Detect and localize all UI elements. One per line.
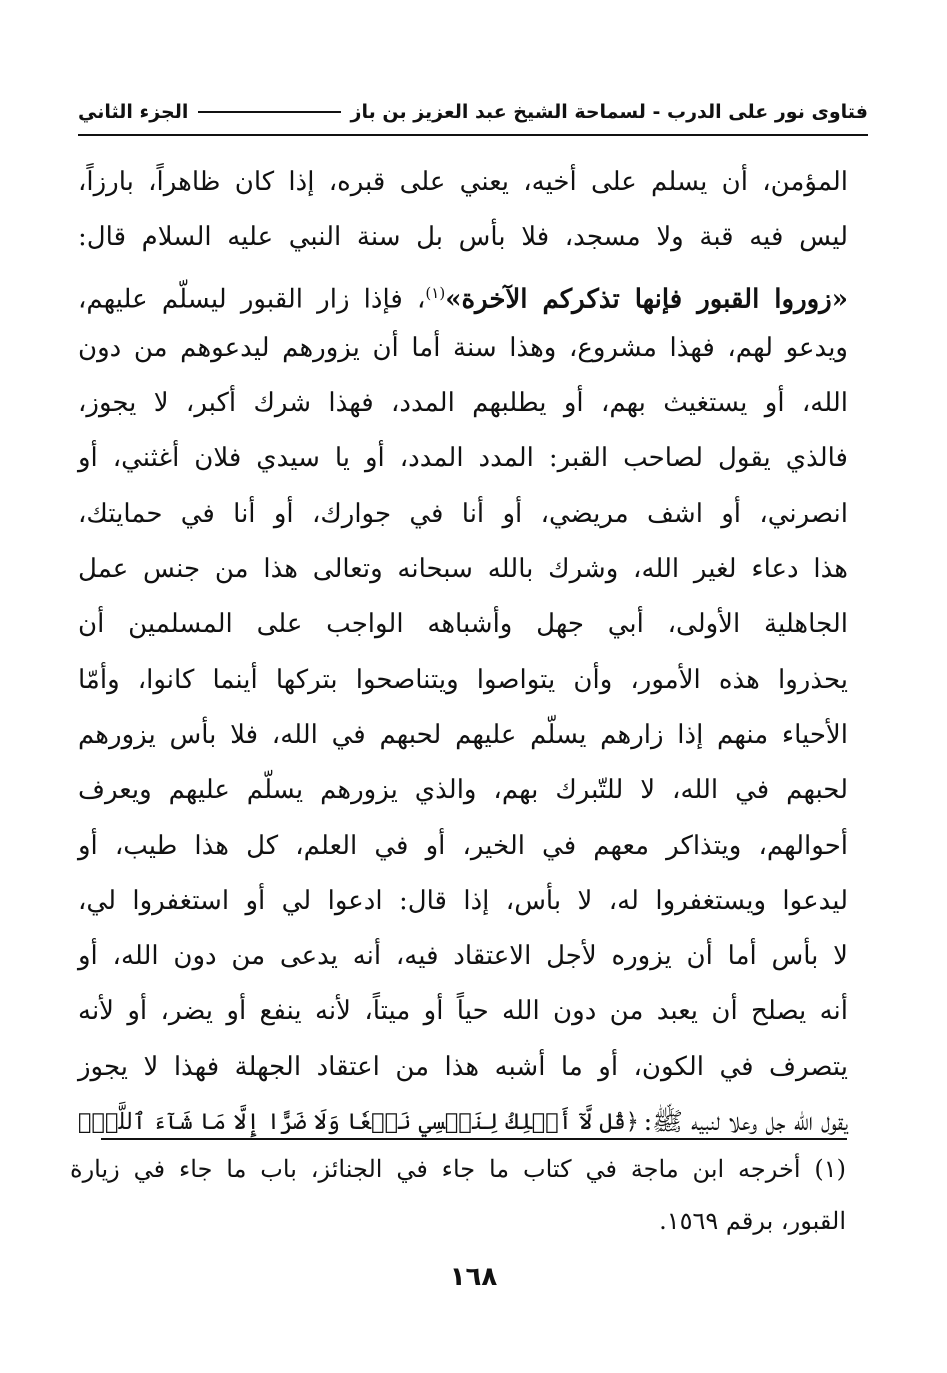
footnote-line: القبور، برقم ١٥٦٩. — [659, 1207, 846, 1235]
text-line: يحذروا هذه الأمور، وأن يتواصوا ويتناصحوا بتركها أينما كانوا، وأمّا — [78, 664, 848, 695]
quran-verse: ﴿قُل لَّآ أَمۡلِكُ لِنَفۡسِي نَفۡعٗا وَلَا ضَرًّا إِلَّا مَا شَآءَ ٱللَّهُۚ — [78, 1109, 639, 1136]
text-line: الجاهلية الأولى، أبي جهل وأشباهه الواجب على المسلمين أن — [78, 609, 848, 640]
text-line: هذا دعاء لغير الله، وشرك بالله سبحانه وتعالى هذا من جنس عمل — [78, 554, 848, 585]
text-line: فالذي يقول لصاحب القبر: المدد المدد، أو يا سيدي فلان أغثني، أو — [78, 443, 848, 474]
footnote-rule — [101, 1138, 847, 1140]
header-rule — [78, 134, 868, 136]
text-line: المؤمن، أن يسلم على أخيه، يعني على قبره، إذا كان ظاهراً، بارزاً، — [78, 167, 848, 197]
page-number: ١٦٨ — [449, 1262, 498, 1292]
volume-label: الجزء الثاني — [78, 101, 189, 123]
footnotes — [70, 1143, 846, 1247]
text-line: لا بأس أما أن يزوره لأجل الاعتقاد فيه، أنه يدعى من دون الله، أو — [78, 941, 848, 972]
header-separator — [198, 111, 340, 113]
main-text — [78, 155, 848, 1150]
text-line: ليدعوا ويستغفروا له، لا بأس، إذا قال: ادعوا لي أو استغفروا لي، — [78, 885, 848, 916]
text-line: انصرني، أو اشف مريضي، أو أنا في جوارك، أو أنا في حمايتك، — [78, 498, 848, 529]
footnote-ref: (١) — [425, 283, 446, 302]
hadith-continuation: ، فإذا زار القبور ليسلّم عليهم، — [78, 284, 426, 315]
book-title: فتاوى نور على الدرب - لسماحة الشيخ عبد العزيز بن باز — [350, 101, 868, 123]
text-line: لحبهم في الله، لا للتّبرك بهم، والذي يزورهم يسلّم عليهم ويعرف — [78, 775, 848, 806]
running-header — [78, 92, 868, 132]
text-line: الله، أو يستغيث بهم، أو يطلبهم المدد، فهذا شرك أكبر، لا يجوز، — [78, 388, 848, 419]
text-line: يتصرف في الكون، أو ما أشبه هذا من اعتقاد الجهلة فهذا لا يجوز — [78, 1051, 848, 1082]
text-line: أنه يصلح أن يعبد من دون الله حياً أو ميتاً، لأنه ينفع أو يضر، أو لأنه — [78, 996, 848, 1027]
text-line: ليس فيه قبة ولا مسجد، فلا بأس بل سنة النبي عليه السلام قال: — [78, 222, 848, 253]
text-line: الأحياء منهم إذا زارهم يسلّم عليهم لحبهم في الله، فلا بأس يزورهم — [78, 719, 848, 750]
text-line: أحوالهم، ويتذاكر معهم في الخير، أو في العلم، كل هذا طيب، أو — [78, 830, 848, 861]
hadith-line — [78, 266, 848, 321]
quran-intro: يقول الله جل وعلا لنبيه ﷺ: — [643, 1107, 848, 1138]
hadith-quote: «زوروا القبور فإنها تذكركم الآخرة» — [445, 284, 848, 315]
text-line: ويدعو لهم، فهذا مشروع، وهذا سنة أما أن يزورهم ليدعوهم من دون — [78, 332, 848, 363]
footnote-line: (١) أخرجه ابن ماجة في كتاب ما جاء في الجنائز، باب ما جاء في زيارة — [70, 1155, 846, 1183]
